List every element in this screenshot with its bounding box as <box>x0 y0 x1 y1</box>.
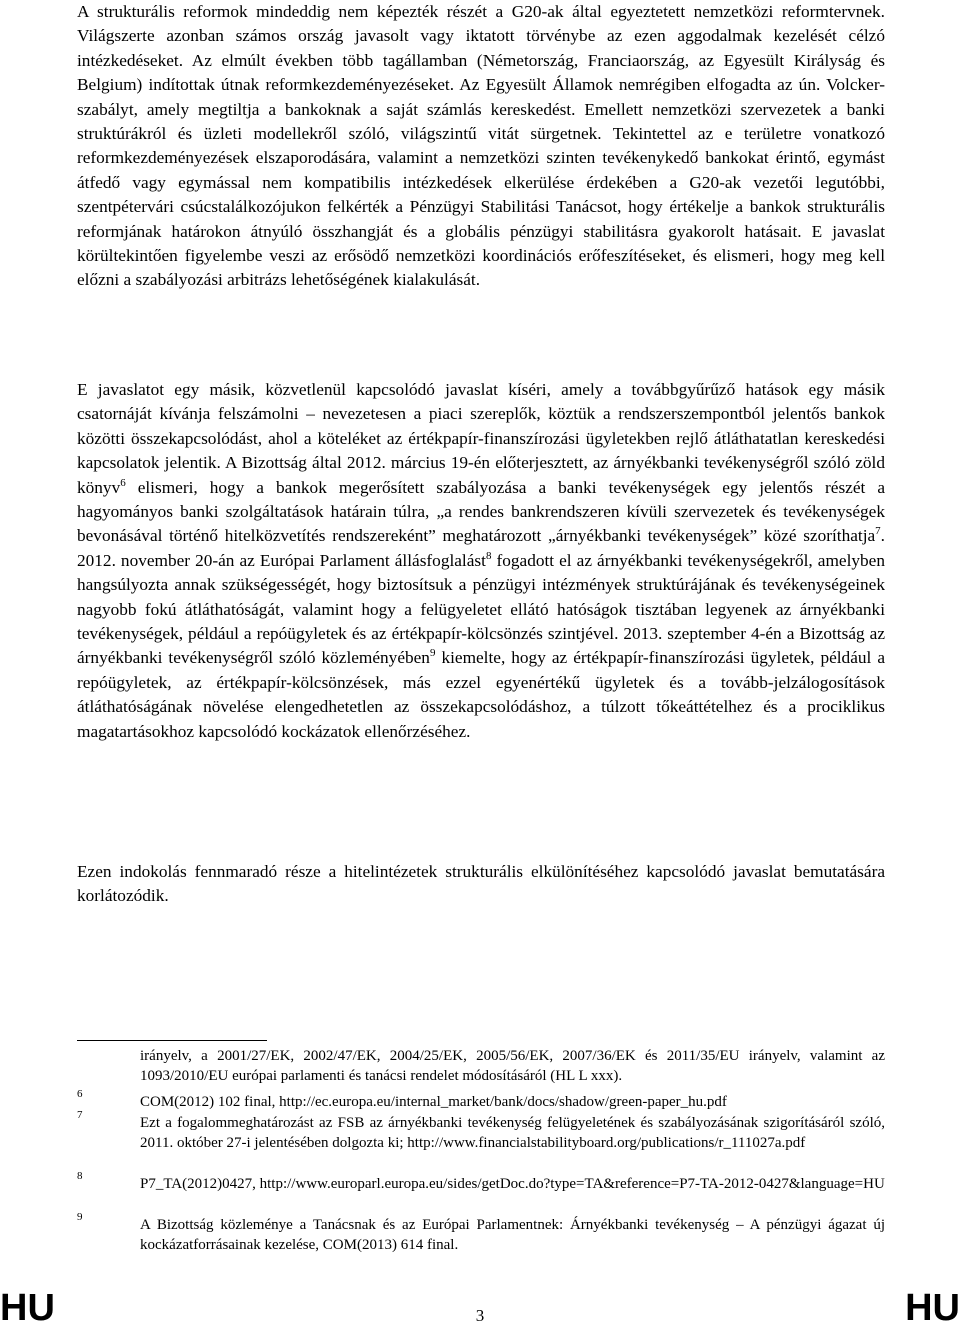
paragraph-2-text-1: E javaslatot egy másik, közvetlenül kapcsolódó javaslat kíséri, amely a továbbgyűrűző hatások egy másik csatornáját kívánja felszámolni – nevezetesen a piaci szereplők, köztük a rendszerszempontból jelentős bankok közötti összekapcsolódást, ahol a köteléket az értékpapír-finanszírozási ügyletekben rejlő átláthatatlan kereskedési kapcsolatok jelentik. A Bizottság által 2012. március 19-én előterjesztett, az árnyékbanki tevékenységről szóló zöld könyv <box>77 380 885 497</box>
paragraph-2-text-5: kiemelte, hogy az értékpapír-finanszírozási ügyletek, például a repóügyletek, az értékpapír-kölcsönzések, más ezzel egyenértékű ügyletek és a tovább-jelzálogosítások átláthatóságának növelése elengedhetetlen az összekapcsolódáshoz, a túlzott tőkeáttételhez és a prociklikus magatartásokhoz kapcsolódó kockázatok ellenőrzéséhez. <box>77 648 885 741</box>
language-code-right: HU <box>905 1287 960 1329</box>
paragraph-2 <box>77 378 885 744</box>
footnote-number-6: 6 <box>77 1088 83 1100</box>
footnote-ref-7[interactable]: 7 <box>875 525 881 538</box>
paragraph-3 <box>77 860 885 909</box>
footnote-ref-6[interactable]: 6 <box>120 476 126 489</box>
paragraph-2-text-3: . 2012. november 20-án az Európai Parlament állásfoglalást <box>77 526 885 570</box>
paragraph-2-text-2: elismeri, hogy a bankok megerősített szabályozása a banki tevékenységek egy jelentős részét a hagyományos banki szolgáltatások határain túlra, „a rendes bankrendszeren kívüli szervezetek és tevékenységek bevonásával történő hitelközvetítés rendszereként” meghatározott „árnyékbanki tevékenységek” közé szoríthatja <box>77 477 885 546</box>
footnote-ref-8[interactable]: 8 <box>485 550 492 563</box>
footnote-text-9: A Bizottság közleménye a Tanácsnak és az Európai Parlamentnek: Árnyékbanki tevékenység – A pénzügyi ágazat új kockázatforrásainak kezelése, COM(2013) 614 final. <box>140 1217 885 1254</box>
footnote-number-8: 8 <box>77 1170 83 1182</box>
paragraph-2-text-4: fogadott el az árnyékbanki tevékenységekről, amelyben hangsúlyozta annak szükségességét, hogy biztosítsuk a pénzügyi intézmények struktúrájának és tevékenységeinek nagyobb fokú átláthatóságát, valamint hogy a felügyeletet ellátó hatóságok tisztában legyenek az árnyékbanki tevékenységek, például a repóügyletek és az értékpapír-kölcsönzés szintjével. 2013. szeptember 4-én a Bizottság az árnyékbanki tevékenységről szóló közleményében <box>77 550 885 668</box>
page-number: 3 <box>475 1306 485 1325</box>
footnote-text-8: P7_TA(2012)0427, http://www.europarl.europa.eu/sides/getDoc.do?type=TA&reference=P7-TA-2012-0427&language=HU <box>140 1176 885 1192</box>
paragraph-1 <box>77 0 885 293</box>
footnote-number-7: 7 <box>77 1109 83 1121</box>
footnote-text-7: Ezt a fogalommeghatározást az FSB az árnyékbanki tevékenység felügyeletének és szabályozásának szigorításáról szóló, 2011. október 27-i jelentésében dolgozta ki; http://www.financialstabilityboard.org/publications/r_111027a.pdf <box>140 1115 885 1152</box>
footnote-separator <box>77 1040 267 1041</box>
footnote-text-6: COM(2012) 102 final, http://ec.europa.eu/internal_market/bank/docs/shadow/green-paper_hu.pdf <box>140 1094 727 1110</box>
footnote-ref-9[interactable]: 9 <box>429 647 436 660</box>
paragraph-1-text: A strukturális reformok mindeddig nem képezték részét a G20-ak által egyeztetett nemzetközi reformtervnek. Világszerte azonban számos ország javasolt vagy iktatott törvénybe az ezen aggodalmak kezelését célzó intézkedéseket. Az elmúlt években több tagállamban (Németország, Franciaország, az Egyesült Királyság és Belgium) indítottak útnak reformkezdeményezéseket. Az Egyesült Államok nemrégiben elfogadta az ún. Volcker-szabályt, amely megtiltja a bankoknak a saját számlás kereskedést. Emellett nemzetközi szervezetek a banki struktúrákról és üzleti modellekről szóló, világszintű vitát sürgetnek. Tekintettel az e területre vonatkozó reformkezdeményezések elszaporodására, valamint a nemzetközi szinten tevékenykedő bankokat érintő, egymást átfedő vagy egymással nem kompatibilis intézkedések elkerülése érdekében a G20-ak vezetői legutóbbi, szentpétervári csúcstalálkozójukon felkérték a Pénzügyi Stabilitási Tanácsot, hogy értékelje a bankok strukturális reformjának határokon átnyúló összhangját és a globális pénzügyi stabilitásra gyakorolt hatásait. E javaslat körültekintően figyelembe veszi az erősödő nemzetközi koordinációs erőfeszítéseket, és elismeri, hogy meg kell előzni a szabályozási arbitrázs lehetőségének kialakulását. <box>77 2 885 290</box>
footnote-continued: irányelv, a 2001/27/EK, 2002/47/EK, 2004/25/EK, 2005/56/EK, 2007/36/EK és 2011/35/EU irányelv, valamint az 1093/2010/EU európai parlamenti és tanácsi rendelet módosításáról (HL L xxx). <box>140 1048 885 1085</box>
language-code-left: HU <box>0 1287 55 1329</box>
footnote-number-9: 9 <box>77 1211 83 1223</box>
paragraph-3-text: Ezen indokolás fennmaradó része a hitelintézetek strukturális elkülönítéséhez kapcsolódó javaslat bemutatására korlátozódik. <box>77 862 885 906</box>
